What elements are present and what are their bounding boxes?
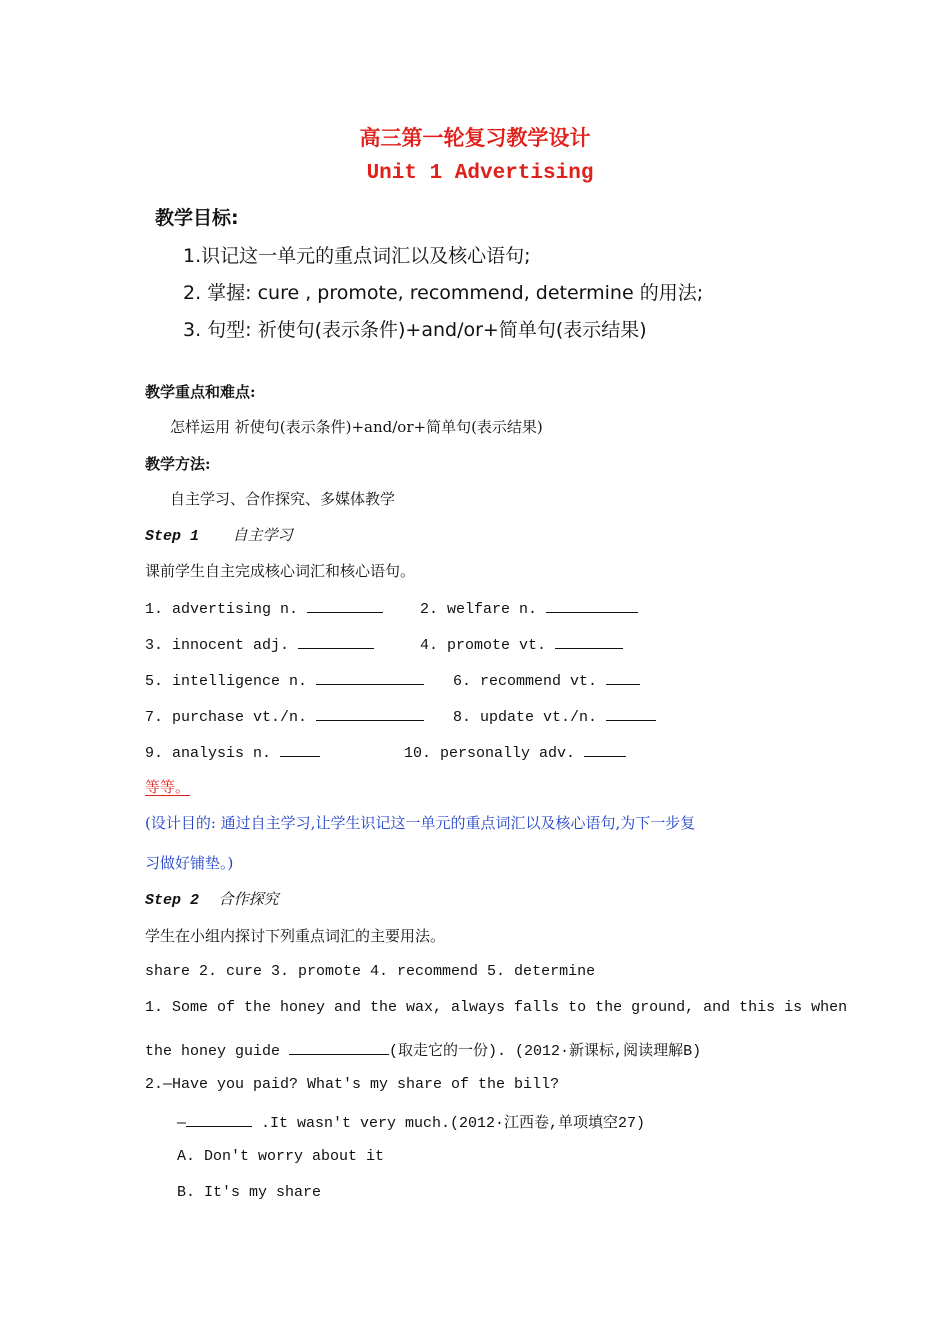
- page-subtitle: Unit 1 Advertising: [366, 162, 594, 185]
- key-points-text: 怎样运用 祈使句(表示条件)+and/or+简单句(表示结果): [170, 418, 543, 436]
- step2-label: Step 2: [145, 892, 200, 909]
- vocab-item-5: 5. intelligence n.: [145, 669, 424, 692]
- objectives-heading: 教学目标:: [155, 207, 239, 229]
- question-2-line2: — .It wasn't very much.(2012·江西卷,单项填空27): [177, 1111, 645, 1134]
- vocab-item-7: 7. purchase vt./n.: [145, 705, 424, 728]
- step2-title: 合作探究: [218, 890, 279, 908]
- vocab-item-9: 9. analysis n.: [145, 741, 320, 764]
- methods-heading: 教学方法:: [145, 455, 211, 473]
- answer-blank[interactable]: [584, 741, 626, 757]
- answer-blank[interactable]: [186, 1111, 252, 1127]
- question-1-line1: 1. Some of the honey and the wax, always falls to the ground, and this is when: [145, 999, 848, 1016]
- answer-blank[interactable]: [307, 597, 383, 613]
- step1-intro: 课前学生自主完成核心词汇和核心语句。: [145, 562, 416, 580]
- step1-label: Step 1: [145, 528, 200, 545]
- key-points-heading: 教学重点和难点:: [145, 383, 256, 401]
- question-1-line2: the honey guide (取走它的一份). (2012·新课标,阅读理解B): [145, 1039, 701, 1062]
- vocab-item-1: 1. advertising n.: [145, 597, 383, 620]
- answer-blank[interactable]: [280, 741, 320, 757]
- answer-blank[interactable]: [316, 669, 424, 685]
- vocab-item-3: 3. innocent adj.: [145, 633, 374, 656]
- design-purpose-line2: 习做好铺垫。): [145, 854, 234, 872]
- answer-blank[interactable]: [606, 669, 640, 685]
- design-purpose-line1: (设计目的: 通过自主学习,让学生识记这一单元的重点词汇以及核心语句,为下一步复: [145, 814, 696, 832]
- objective-item-1: 1.识记这一单元的重点词汇以及核心语句;: [183, 245, 531, 267]
- step2-intro: 学生在小组内探讨下列重点词汇的主要用法。: [145, 927, 446, 945]
- answer-blank[interactable]: [555, 633, 623, 649]
- vocab-item-10: 10. personally adv.: [404, 741, 626, 764]
- step1-heading: [145, 525, 293, 547]
- page-title: 高三第一轮复习教学设计: [359, 125, 591, 150]
- question-2-option-b: B. It's my share: [177, 1184, 322, 1201]
- step2-heading: [145, 889, 279, 911]
- step2-word-list: share 2. cure 3. promote 4. recommend 5. determine: [145, 963, 596, 980]
- vocab-item-8: 8. update vt./n.: [453, 705, 656, 728]
- vocab-item-4: 4. promote vt.: [420, 633, 623, 656]
- answer-blank[interactable]: [316, 705, 424, 721]
- answer-blank[interactable]: [289, 1039, 389, 1055]
- vocab-item-2: 2. welfare n.: [420, 597, 638, 620]
- question-2-option-a: A. Don't worry about it: [177, 1148, 385, 1165]
- methods-text: 自主学习、合作探究、多媒体教学: [170, 490, 396, 508]
- answer-blank[interactable]: [606, 705, 656, 721]
- question-2-line1: 2.—Have you paid? What's my share of the bill?: [145, 1076, 560, 1093]
- objective-item-3: 3. 句型: 祈使句(表示条件)+and/or+简单句(表示结果): [183, 319, 647, 341]
- objective-item-2: 2. 掌握: cure , promote, recommend, determine 的用法;: [183, 282, 704, 304]
- etc-note: 等等。: [145, 778, 191, 796]
- answer-blank[interactable]: [298, 633, 374, 649]
- step1-title: 自主学习: [232, 526, 293, 544]
- answer-blank[interactable]: [546, 597, 638, 613]
- vocab-item-6: 6. recommend vt.: [453, 669, 640, 692]
